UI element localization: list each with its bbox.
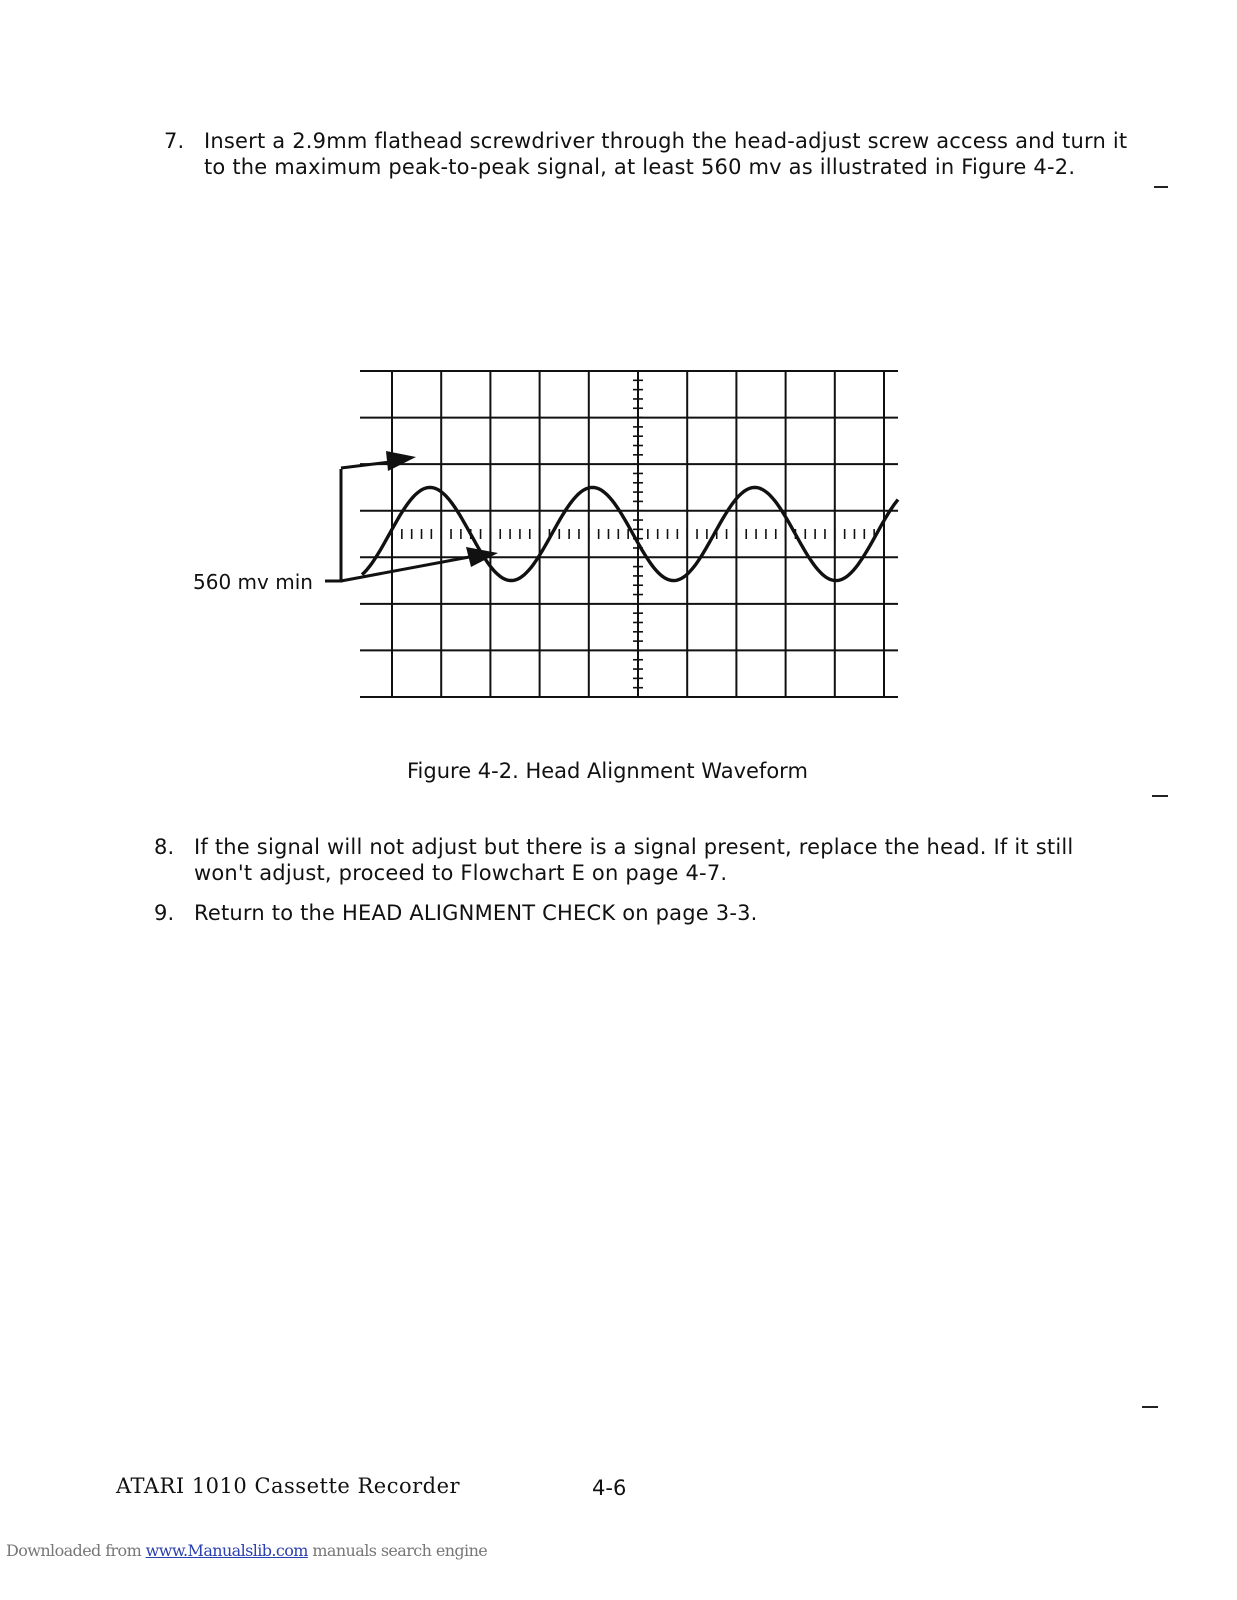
scan-mark — [1152, 795, 1168, 797]
step-text — [204, 128, 1127, 180]
step-line: Return to the HEAD ALIGNMENT CHECK on page 3-3. — [194, 901, 758, 925]
download-prefix: Downloaded from — [6, 1541, 146, 1560]
min-voltage-label: 560 mv min — [193, 570, 313, 594]
oscilloscope-waveform-graphic — [180, 355, 920, 715]
annotation-bracket — [325, 461, 480, 581]
scan-mark — [1142, 1406, 1158, 1408]
figure-caption: Figure 4-2. Head Alignment Waveform — [407, 759, 808, 783]
step-line: If the signal will not adjust but there is a signal present, replace the head. If it still — [194, 835, 1074, 859]
download-bar — [6, 1541, 487, 1560]
step-number: 8. — [154, 835, 175, 859]
step-text — [194, 834, 1073, 886]
scan-mark — [1154, 186, 1168, 188]
step-line: Insert a 2.9mm flathead screwdriver through the head-adjust screw access and turn it — [204, 129, 1128, 153]
footer-title: ATARI 1010 Cassette Recorder — [116, 1474, 461, 1498]
sine-waveform — [362, 487, 898, 580]
step-line: to the maximum peak-to-peak signal, at least 560 mv as illustrated in Figure 4-2. — [204, 155, 1076, 179]
step-number: 7. — [164, 129, 185, 153]
manualslib-link[interactable]: www.Manualslib.com — [145, 1541, 308, 1560]
step-number: 9. — [154, 901, 175, 925]
page-number: 4-6 — [592, 1476, 627, 1500]
upper-arrow-head — [386, 451, 416, 471]
download-suffix: manuals search engine — [307, 1541, 488, 1560]
head-alignment-waveform-figure — [180, 355, 920, 715]
step-line: won't adjust, proceed to Flowchart E on page 4-7. — [194, 861, 728, 885]
step-text — [194, 900, 758, 926]
